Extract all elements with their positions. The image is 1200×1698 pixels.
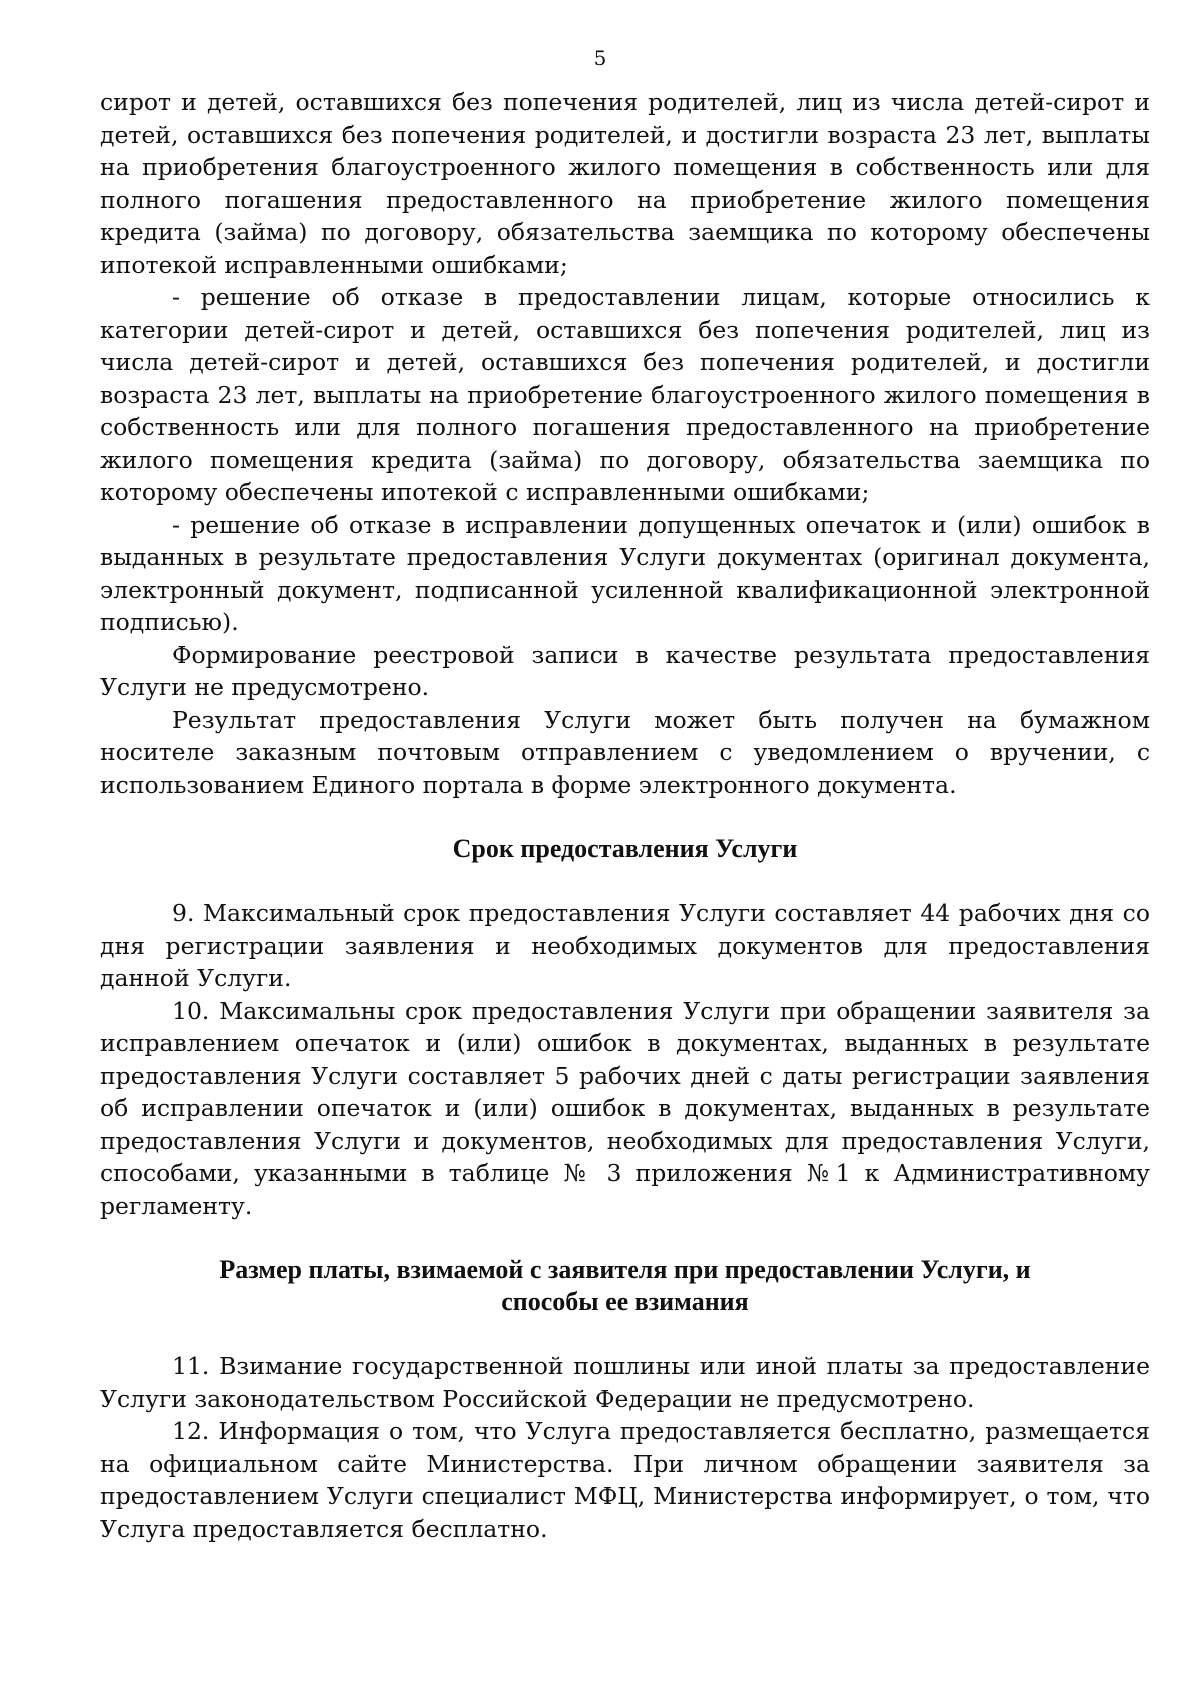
- paragraph: Результат предоставления Услуги может быть получен на бумажном носителе заказным почтовым отправлением с уведомлением о вручении, с использованием Единого портала в форме электронного документа.: [100, 705, 1150, 799]
- section-heading-line: способы ее взимания: [501, 1287, 749, 1316]
- paragraph: Формирование реестровой записи в качестве результата предоставления Услуги не предусмотрено.: [100, 640, 1150, 701]
- page-number: 5: [593, 46, 607, 70]
- paragraph: 10. Максимальны срок предоставления Услуги при обращении заявителя за исправлением опечаток и (или) ошибок в документах, выданных в результате предоставления Услуги составляет 5 рабочих дней с даты регистрации заявления об исправлении опечаток и (или) ошибок в документах, выданных в результате предоставления Услуги и документов, необходимых для предоставления Услуги, способами, указанными в таблице № 3 приложения №1 к Административному регламенту.: [100, 996, 1150, 1220]
- section-heading: [100, 1254, 1150, 1318]
- paragraph: 11. Взимание государственной пошлины или иной платы за предоставление Услуги законодательством Российской Федерации не предусмотрено.: [100, 1352, 1150, 1413]
- paragraph: 12. Информация о том, что Услуга предоставляется бесплатно, размещается на официальном сайте Министерства. При личном обращении заявителя за предоставлением Услуги специалист МФЦ, Министерства информирует, о том, что Услуга предоставляется бесплатно.: [100, 1417, 1150, 1543]
- paragraph: 9. Максимальный срок предоставления Услуги составляет 44 рабочих дня со дня регистрации заявления и необходимых документов для предоставления данной Услуги.: [100, 899, 1150, 992]
- paragraph: - решение об отказе в предоставлении лицам, которые относились к категории детей-сирот и детей, оставшихся без попечения родителей, лиц из числа детей-сирот и детей, оставшихся без попечения родителей, и достигли возраста 23 лет, выплаты на приобретение благоустроенного жилого помещения в собственность или для полного погашения предоставленного на приобретение жилого помещения кредита (займа) по договору, обязательства заемщика по которому обеспечены ипотекой с исправленными ошибками;: [100, 283, 1150, 506]
- paragraph: сирот и детей, оставшихся без попечения родителей, лиц из числа детей-сирот и детей, оставшихся без попечения родителей, и достигли возраста 23 лет, выплаты на приобретения благоустроенного жилого помещения в собственность или для полного погашения предоставленного на приобретение жилого помещения кредита (займа) по договору, обязательства заемщика по которому обеспечены ипотекой исправленными ошибками;: [100, 88, 1150, 279]
- section-heading: [100, 833, 1150, 865]
- section-heading-line: Срок предоставления Услуги: [452, 834, 798, 863]
- paragraph: - решение об отказе в исправлении допущенных опечаток и (или) ошибок в выданных в результате предоставления Услуги документах (оригинал документа, электронный документ, подписанной усиленной квалификационной электронной подписью).: [100, 510, 1150, 636]
- section-heading-line: Размер платы, взимаемой с заявителя при предоставлении Услуги, и: [219, 1255, 1031, 1284]
- document-body: [100, 86, 1150, 1545]
